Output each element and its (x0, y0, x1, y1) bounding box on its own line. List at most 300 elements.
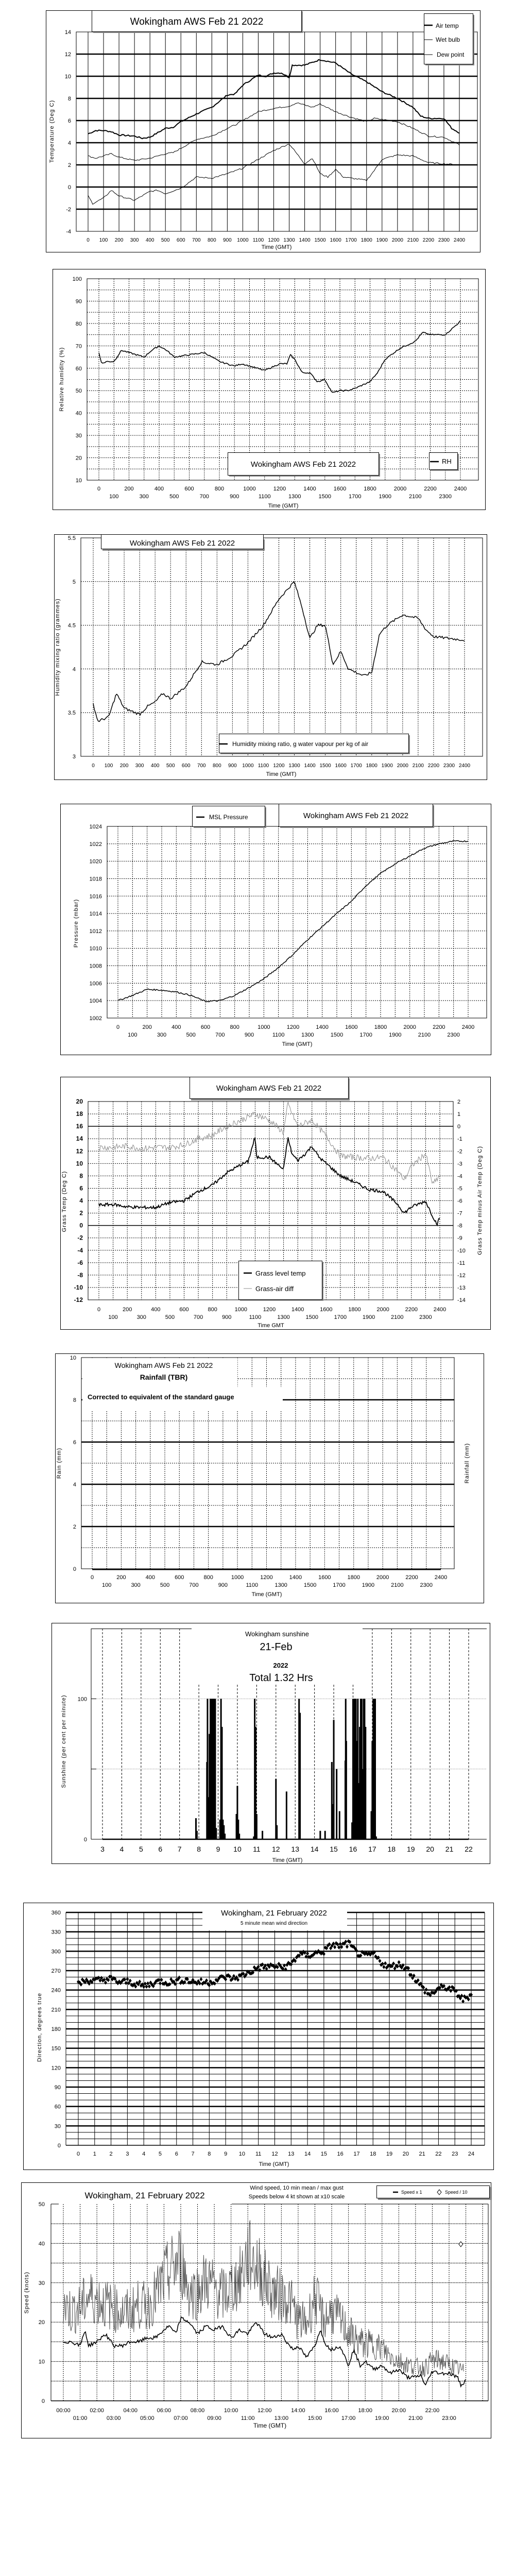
x-axis-label: Time (GMT) (261, 244, 292, 250)
x-tick-label: 800 (203, 1574, 213, 1581)
x-tick-label: 900 (222, 1314, 232, 1320)
x-tick-label: 21:00 (408, 2415, 423, 2421)
x-tick-label: 2300 (439, 494, 452, 500)
x-tick-label: 400 (171, 1024, 181, 1030)
x-tick-label: 24 (468, 2151, 475, 2157)
x-tick-label: 11 (255, 2151, 262, 2157)
x-tick-label: 1 (93, 2151, 96, 2157)
y-tick-label: 40 (75, 410, 82, 417)
x-tick-label: 2300 (447, 1032, 460, 1038)
x-tick-label: 12:00 (258, 2408, 272, 2414)
y-tick-label-right: -14 (457, 1297, 466, 1303)
x-tick-label: 900 (218, 1582, 228, 1588)
x-tick-label: 2400 (434, 1574, 448, 1581)
x-tick-label: 08:00 (190, 2408, 205, 2414)
wind-speed-chart (22, 2183, 492, 2438)
y-tick-label: 8 (73, 1397, 76, 1403)
legend-label: Speed x 1 (401, 2190, 422, 2195)
legend-label: Dew point (437, 51, 465, 58)
x-axis-label: Time (GMT) (251, 1591, 282, 1598)
y-tick-label: 90 (54, 2084, 61, 2091)
y-tick-label: 330 (51, 1929, 61, 1936)
legend (377, 2186, 492, 2200)
x-tick-label: 01:00 (73, 2415, 88, 2421)
temperature-chart (46, 11, 480, 252)
y-tick-label: 1012 (89, 928, 102, 935)
x-tick-label: 2100 (391, 1314, 404, 1320)
x-tick-label: 200 (122, 1307, 132, 1313)
y-tick-label: 50 (75, 388, 82, 395)
x-tick-label: 1100 (258, 763, 269, 769)
y-tick-label: 150 (51, 2045, 61, 2052)
x-tick-label: 1800 (364, 486, 376, 492)
x-tick-label: 600 (179, 1307, 189, 1313)
x-tick-label: 1900 (376, 238, 388, 243)
y-tick-label: 4 (72, 666, 76, 673)
y-tick-label: 1024 (89, 824, 102, 830)
chart-subtitle-1: Wind speed, 10 min mean / max gust (250, 2185, 344, 2191)
chart-year: 2022 (273, 1662, 288, 1669)
y-axis-label: Sunshine (per cent per minute) (61, 1694, 67, 1788)
y-tick-label: 14 (64, 29, 71, 36)
y-tick-label: 70 (75, 343, 82, 350)
y-tick-label: -4 (66, 229, 71, 235)
x-tick-label: 300 (130, 238, 139, 243)
x-tick-label: 1300 (288, 763, 300, 769)
y-tick-label: -2 (66, 207, 71, 213)
x-tick-label: 2400 (458, 763, 471, 769)
chart-frame (22, 2183, 491, 2438)
x-tick-label: 900 (223, 238, 232, 243)
x-tick-label: 2300 (420, 1582, 433, 1588)
x-tick-label: 02:00 (90, 2408, 104, 2414)
x-tick-label: 1000 (234, 1307, 248, 1313)
sunshine-bar (365, 1727, 366, 1839)
y-tick-label: 1014 (89, 911, 102, 918)
x-tick-label: 400 (151, 1307, 161, 1313)
x-tick-label: 14:00 (291, 2408, 305, 2414)
x-tick-label: 1300 (283, 238, 295, 243)
x-tick-label: 1700 (349, 494, 362, 500)
x-tick-label: 1400 (291, 1307, 304, 1313)
x-axis-label: Time (GMT) (253, 2422, 287, 2429)
x-tick-label: 1300 (301, 1032, 314, 1038)
y-tick-label: 120 (51, 2065, 61, 2072)
y-tick-label: 30 (75, 433, 82, 439)
y-tick-label: 1008 (89, 963, 102, 970)
x-tick-label: 1600 (318, 1574, 331, 1581)
x-tick-label: 800 (230, 1024, 239, 1030)
x-axis-label: Time (GMT) (272, 1857, 303, 1863)
x-tick-label: 1400 (316, 1024, 329, 1030)
x-tick-label: 1400 (299, 238, 311, 243)
y-tick-label: 4 (73, 1482, 76, 1488)
y-tick-label: 20 (38, 2319, 45, 2326)
y-tick-label: -6 (77, 1259, 83, 1266)
x-tick-label: 100 (108, 1314, 118, 1320)
x-tick-label: 8 (208, 2151, 211, 2157)
y-axis-label: Grass Temp (Deg C) (61, 1171, 67, 1232)
y-tick-label: 8 (79, 1172, 83, 1180)
x-tick-label: 900 (228, 763, 237, 769)
x-tick-label: 17 (368, 1845, 376, 1853)
legend-label: RH (442, 457, 452, 465)
x-tick-label: 3 (100, 1845, 105, 1853)
x-tick-label: 1200 (273, 763, 285, 769)
x-tick-label: 2300 (443, 763, 455, 769)
wind-direction-chart (24, 1903, 494, 2170)
x-tick-label: 19:00 (374, 2415, 389, 2421)
x-tick-label: 23:00 (442, 2415, 456, 2421)
x-tick-label: 1800 (348, 1307, 361, 1313)
x-tick-label: 1000 (242, 763, 254, 769)
x-tick-label: 16 (337, 2151, 344, 2157)
y-tick-label: -4 (77, 1246, 83, 1254)
x-tick-label: 1200 (263, 1307, 276, 1313)
x-tick-label: 1700 (333, 1582, 346, 1588)
x-tick-label: 9 (216, 1845, 220, 1853)
y-tick-label: 0 (67, 184, 71, 191)
x-tick-label: 1500 (318, 494, 331, 500)
y-tick-label: 10 (64, 74, 71, 80)
x-tick-label: 1500 (330, 1032, 344, 1038)
x-tick-label: 1600 (320, 1307, 333, 1313)
x-tick-label: 11 (253, 1845, 261, 1853)
chart-title: Wokingham AWS Feb 21 2022 (114, 1361, 213, 1369)
x-tick-label: 500 (166, 763, 175, 769)
x-tick-label: 16 (349, 1845, 357, 1853)
y-tick-label-right: -8 (457, 1223, 462, 1229)
y-tick-label: 1022 (89, 841, 102, 848)
x-tick-label: 7 (177, 1845, 182, 1853)
x-tick-label: 21 (445, 1845, 454, 1853)
sunshine-bar (286, 1791, 287, 1839)
y-tick-label: 1020 (89, 858, 102, 865)
y-tick-label-right: 2 (457, 1099, 461, 1105)
x-tick-label: 500 (186, 1032, 196, 1038)
x-tick-label: 2200 (405, 1574, 418, 1581)
x-tick-label: 500 (161, 238, 170, 243)
x-tick-label: 11:00 (241, 2415, 255, 2421)
x-tick-label: 1500 (314, 238, 326, 243)
x-tick-label: 600 (176, 238, 185, 243)
x-tick-label: 04:00 (123, 2408, 138, 2414)
x-tick-label: 2000 (376, 1307, 389, 1313)
x-tick-label: 200 (116, 1574, 126, 1581)
x-tick-label: 2000 (403, 1024, 416, 1030)
x-tick-label: 1000 (243, 486, 256, 492)
y-tick-label-right: 1 (457, 1111, 461, 1118)
y-tick-label: 1018 (89, 876, 102, 883)
x-tick-label: 1900 (381, 763, 393, 769)
x-tick-label: 20:00 (391, 2408, 406, 2414)
sunshine-bar (196, 1831, 198, 1839)
x-tick-label: 1400 (289, 1574, 302, 1581)
chart-frame (46, 11, 480, 252)
pressure-chart (61, 804, 491, 1055)
x-tick-label: 1900 (389, 1032, 402, 1038)
chart-annotation: Corrected to equivalent of the standard gauge (88, 1393, 234, 1401)
x-tick-label: 0 (97, 1307, 101, 1313)
sunshine-bar (215, 1828, 217, 1839)
y-tick-label: 20 (75, 455, 82, 462)
sunshine-bar (262, 1831, 263, 1839)
x-tick-label: 1500 (303, 1582, 317, 1588)
y-tick-label: 0 (79, 1222, 83, 1229)
x-tick-label: 1800 (360, 238, 372, 243)
x-tick-label: 14 (310, 1845, 319, 1853)
y-tick-label: 240 (51, 1987, 61, 1994)
x-tick-label: 700 (189, 1582, 199, 1588)
y-axis-label: Speed (knots) (24, 2272, 30, 2314)
x-tick-label: 500 (165, 1314, 175, 1320)
x-tick-label: 600 (175, 1574, 184, 1581)
x-tick-label: 07:00 (174, 2415, 188, 2421)
x-tick-label: 200 (114, 238, 124, 243)
x-tick-label: 100 (102, 1582, 112, 1588)
sunshine-bar (346, 1741, 347, 1839)
x-tick-label: 2200 (424, 486, 437, 492)
chart-subtitle: Rainfall (TBR) (140, 1373, 188, 1381)
legend-label: Grass level temp (255, 1269, 306, 1277)
x-tick-label: 06:00 (157, 2408, 171, 2414)
y-tick-label: 2 (67, 162, 71, 168)
legend-label: Grass-air diff (255, 1285, 294, 1293)
x-tick-label: 4 (119, 1845, 124, 1853)
legend (424, 14, 475, 66)
sunshine-bar (214, 1699, 216, 1839)
y-tick-label: 2 (79, 1209, 83, 1217)
x-tick-label: 6 (175, 2151, 178, 2157)
x-tick-label: 1200 (260, 1574, 273, 1581)
x-tick-label: 18 (387, 1845, 396, 1853)
x-tick-label: 1900 (362, 1314, 375, 1320)
y-tick-label: 3 (72, 754, 76, 760)
y-tick-label: 0 (41, 2398, 45, 2404)
x-tick-label: 5 (139, 1845, 143, 1853)
x-tick-label: 2100 (418, 1032, 431, 1038)
x-tick-label: 13 (291, 1845, 299, 1853)
x-axis-label: Time (GMT) (259, 2161, 289, 2167)
x-tick-label: 19 (406, 1845, 415, 1853)
x-tick-label: 400 (145, 1574, 156, 1581)
x-tick-label: 200 (119, 763, 129, 769)
x-tick-label: 2 (109, 2151, 113, 2157)
x-tick-label: 2000 (376, 1574, 389, 1581)
x-tick-label: 12 (271, 2151, 278, 2157)
x-tick-label: 1600 (333, 486, 347, 492)
legend-label: Air temp (436, 22, 459, 29)
y-tick-label: 6 (67, 118, 71, 124)
x-tick-label: 2400 (454, 486, 467, 492)
chart-title: Wokingham AWS Feb 21 2022 (250, 460, 356, 469)
total-sunshine: Total 1.32 Hrs (249, 1672, 313, 1684)
sunshine-bar (374, 1699, 376, 1839)
x-tick-label: 900 (244, 1032, 254, 1038)
y-axis-label-right: Rainfall (mm) (464, 1443, 470, 1484)
y-tick-label: 1010 (89, 945, 102, 952)
x-tick-label: 1800 (374, 1024, 387, 1030)
chart-title: Wokingham, 21 February 2022 (84, 2191, 205, 2200)
legend (430, 453, 459, 471)
x-tick-label: 03:00 (106, 2415, 121, 2421)
grass-temperature-chart (61, 1077, 491, 1330)
x-tick-label: 22 (435, 2151, 442, 2157)
x-tick-label: 18 (370, 2151, 376, 2157)
x-tick-label: 1100 (272, 1032, 285, 1038)
x-tick-label: 0 (97, 486, 101, 492)
x-tick-label: 1200 (268, 238, 280, 243)
x-tick-label: 22:00 (425, 2408, 440, 2414)
y-tick-label-right: -12 (457, 1272, 466, 1279)
chart-title: Wokingham, 21 February 2022 (221, 1909, 327, 1918)
x-tick-label: 500 (169, 494, 179, 500)
x-tick-label: 1600 (335, 763, 347, 769)
x-tick-label: 0 (90, 1574, 94, 1581)
mixing-ratio-chart (55, 535, 487, 780)
y-tick-label: 1006 (89, 980, 102, 987)
x-tick-label: 2300 (438, 238, 450, 243)
y-tick-label: 18 (76, 1110, 83, 1118)
x-tick-label: 2100 (391, 1582, 404, 1588)
y-tick-label: 12 (64, 52, 71, 58)
y-tick-label: 5.5 (67, 535, 76, 541)
x-tick-label: 2000 (393, 486, 407, 492)
x-tick-label: 400 (145, 238, 154, 243)
sunshine-bar (324, 1831, 326, 1839)
y-tick-label: -2 (77, 1234, 83, 1242)
x-tick-label: 700 (193, 1314, 203, 1320)
y-tick-label: 5 (72, 579, 76, 585)
chart-title: Wokingham AWS Feb 21 2022 (130, 16, 264, 27)
y-tick-label: 300 (51, 1948, 61, 1955)
y-tick-label-right: -3 (457, 1161, 462, 1167)
y-tick-label-right: -4 (457, 1173, 462, 1180)
x-tick-label: 1100 (249, 1314, 262, 1320)
sunshine-bar (333, 1720, 335, 1839)
x-tick-label: 600 (181, 763, 191, 769)
y-tick-label: 360 (51, 1910, 61, 1916)
x-tick-label: 1700 (350, 763, 362, 769)
x-tick-label: 5 (158, 2151, 162, 2157)
x-tick-label: 1300 (274, 1582, 287, 1588)
x-tick-label: 6 (158, 1845, 163, 1853)
y-tick-label: 40 (38, 2241, 45, 2247)
x-tick-label: 2100 (409, 494, 422, 500)
sunshine-bar (299, 1713, 301, 1839)
legend (193, 806, 267, 828)
x-tick-label: 2100 (412, 763, 424, 769)
y-tick-label: 210 (51, 2007, 61, 2013)
rainfall-chart (56, 1354, 484, 1603)
x-tick-label: 10 (238, 2151, 246, 2157)
y-tick-label: 90 (75, 298, 82, 305)
sunshine-bar (256, 1814, 258, 1839)
y-tick-label: 30 (54, 2123, 61, 2130)
x-tick-label: 1700 (334, 1314, 347, 1320)
x-tick-label: 2400 (461, 1024, 475, 1030)
x-tick-label: 0 (116, 1024, 120, 1030)
y-tick-label: 14 (76, 1135, 83, 1143)
y-axis-label: Rain (mm) (56, 1447, 62, 1479)
x-tick-label: 400 (154, 486, 164, 492)
y-tick-label-right: -6 (457, 1198, 462, 1205)
x-tick-label: 13:00 (274, 2415, 289, 2421)
x-tick-label: 1700 (359, 1032, 372, 1038)
y-tick-label: 270 (51, 1968, 61, 1974)
x-tick-label: 09:00 (207, 2415, 221, 2421)
x-tick-label: 100 (128, 1032, 138, 1038)
y-tick-label: 80 (75, 320, 82, 327)
legend-label: Speed / 10 (445, 2190, 468, 2195)
y-tick-label: 30 (38, 2280, 45, 2286)
legend-label: Wet bulb (436, 36, 460, 43)
x-tick-label: 300 (157, 1032, 167, 1038)
x-tick-label: 1100 (252, 238, 264, 243)
x-tick-label: 300 (131, 1582, 141, 1588)
y-tick-label: 100 (77, 1696, 87, 1703)
x-tick-label: 800 (214, 486, 225, 492)
chart-title: Wokingham AWS Feb 21 2022 (216, 1084, 322, 1093)
y-tick-label: 3.5 (67, 710, 76, 717)
chart-title: Wokingham sunshine (245, 1630, 310, 1638)
x-tick-label: 1500 (319, 763, 331, 769)
y-tick-label-right: -2 (457, 1148, 462, 1155)
x-tick-label: 15 (330, 1845, 338, 1853)
x-tick-label: 17:00 (341, 2415, 356, 2421)
x-tick-label: 1700 (345, 238, 357, 243)
sunshine-bar (224, 1834, 226, 1839)
y-tick-label: 10 (70, 1355, 76, 1361)
x-tick-label: 1200 (273, 486, 286, 492)
x-tick-label: 2200 (422, 238, 435, 243)
x-tick-label: 00:00 (56, 2408, 71, 2414)
y-tick-label: -10 (74, 1283, 83, 1291)
x-tick-label: 1100 (258, 494, 271, 500)
x-tick-label: 1200 (286, 1024, 300, 1030)
x-tick-label: 700 (197, 763, 206, 769)
y-tick-label-right: -10 (457, 1247, 466, 1254)
sunshine-chart (52, 1623, 490, 1864)
x-tick-label: 800 (207, 238, 216, 243)
sunshine-bar (276, 1825, 278, 1839)
chart-frame (61, 804, 491, 1055)
x-axis-label: Time (GMT) (282, 1041, 313, 1047)
x-tick-label: 15:00 (307, 2415, 322, 2421)
x-tick-label: 1300 (288, 494, 301, 500)
x-tick-label: 21 (419, 2151, 425, 2157)
x-tick-label: 1900 (362, 1582, 375, 1588)
y-tick-label: 10 (75, 478, 82, 484)
x-tick-label: 500 (160, 1582, 170, 1588)
y-tick-label: 2 (73, 1524, 76, 1530)
x-tick-label: 600 (184, 486, 194, 492)
x-tick-label: 800 (208, 1307, 217, 1313)
x-tick-label: 200 (142, 1024, 152, 1030)
y-tick-label: -8 (77, 1271, 83, 1279)
y-axis-label: Pressure (mbar) (73, 899, 79, 948)
x-tick-label: 20 (426, 1845, 434, 1853)
chart-frame (52, 1623, 490, 1864)
x-tick-label: 0 (92, 763, 95, 769)
x-tick-label: 12 (272, 1845, 280, 1853)
y-tick-label: 1002 (89, 1015, 102, 1022)
x-tick-label: 4 (142, 2151, 146, 2157)
y-tick-label: 0 (57, 2143, 61, 2149)
y-tick-label: 50 (38, 2201, 45, 2208)
x-tick-label: 1400 (303, 486, 316, 492)
x-tick-label: 10 (233, 1845, 242, 1853)
